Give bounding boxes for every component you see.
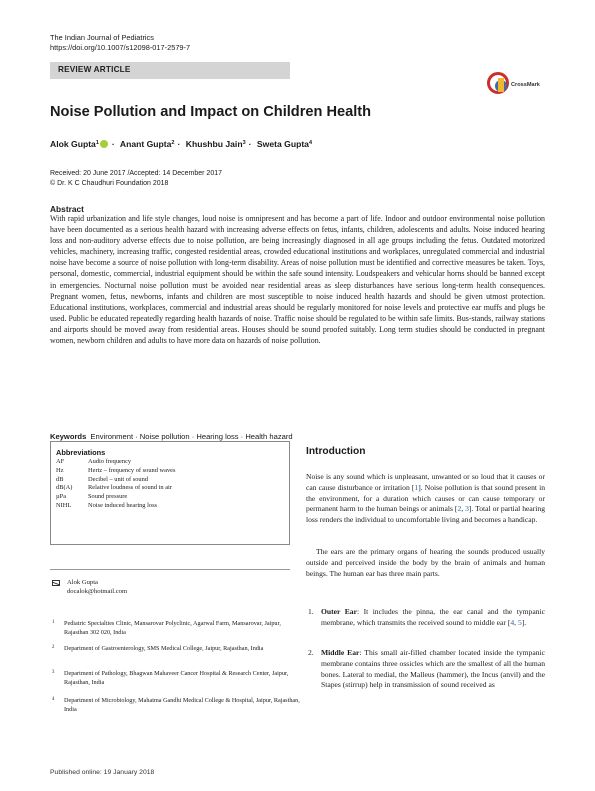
list-item: Outer Ear: It includes the pinna, the ear canal and the tympanic membrane, which transmits the received sound to middle ear [4, 5]. [321, 607, 545, 627]
author-name[interactable]: Alok Gupta [50, 139, 96, 149]
article-title: Noise Pollution and Impact on Children Health [50, 104, 372, 120]
correspondence-name: Alok Gupta [67, 579, 98, 586]
abbreviations-box [50, 441, 290, 545]
correspondence-email[interactable]: docalok@hotmail.com [67, 588, 128, 595]
author-name[interactable]: Sweta Gupta [256, 139, 309, 149]
received-dates: Received: 20 June 2017 /Accepted: 14 December 2017 [50, 170, 223, 177]
abbreviation-row: Hz Hertz – frequency of sound waves [56, 466, 176, 474]
abbreviation-row: dB Decibel – unit of sound [56, 475, 148, 483]
introduction-heading: Introduction [306, 446, 366, 457]
keywords-list: Environment · Noise pollution · Hearing loss · Health hazard [90, 432, 293, 441]
affiliation-text: Department of Pathology, Bhagwan Mahaveer Cancer Hospital & Research Center, Jaipur, Rajasthan, India [64, 670, 289, 686]
published-online-footer: Published online: 19 January 2018 [50, 769, 155, 776]
author-affiliation-mark: 4 [308, 140, 313, 146]
keywords-label: Keywords [50, 432, 87, 441]
intro-paragraph: Noise is any sound which is unpleasant, unwanted or so loud that it causes or can cause disturbance or irritation [1]. Noise pollution is that sound present in the environment, for a duration which causes or can cause temporary or permanent harm to the human beings or animals [2, 3]. Total or partial hearing loss renders the individual to uncomfortable living and becomes a handicap. [306, 472, 546, 525]
intro-paragraph: The ears are the primary organs of hearing the sounds produced usually outside and perceived inside the body by the brain of animals and human beings. The human ear has three main parts. [306, 547, 545, 578]
affiliation-text: Department of Gastroenterology, SMS Medical College, Jaipur, Rajasthan, India [64, 645, 264, 652]
affiliation-number: 2 [52, 645, 55, 650]
affiliation-number: 3 [52, 670, 55, 675]
list-number: 1. [308, 607, 314, 616]
abstract-text: With rapid urbanization and life style changes, loud noise is omnipresent and has become a part of life. Indoor and outdoor environmental noise pollution have been documented as a serious health hazard with increasing adverse effects on fetus, infants, children, adolescents and adults. Noise induced hearing loss and non-auditory adverse effects due to noise pollution, are being increasingly diagnosed in all age groups including the fetus. Outdated motorized vehicles, machinery, increasing traffic, congested residential areas, crowded educational institutions and workplaces, unregulated commercial and industrial noise have become a source of noise pollution with long-term disability. Areas of noise pollution must be identified and corrective measures be taken. Toys, personal, domestic, commercial, industrial equipment should be within the safe sound intensity. Loudspeakers and vehicular horns should be banned except in emergencies. Nocturnal noise pollution must be avoided near residential areas as sleep disturbances have serious long-term health consequences. Pregnant women, fetus, newborns, infants and children are most susceptible to noise induced health hazards and should be given utmost protection. Educational institutions, workplaces, commercial and industrial areas should be regularly monitored for noise levels and protective ear muffs and plugs be used. Public be educated repeatedly regarding health hazards of noise. Traffic noise should be regulated to be within safe limits. Bus-stands, railway stations and airports should be moved away from residential areas. Houses should be sound proofed suitably. Long term studies should be conducted in pregnant women, newborn children and adults to have more data on hazards of noise pollution. [50, 214, 545, 346]
abbreviation-row: µPa Sound pressure [56, 493, 128, 501]
citation-link[interactable]: 5 [517, 617, 522, 627]
crossmark-label: CrossMark [511, 82, 540, 88]
crossmark-badge[interactable] [487, 72, 547, 98]
affiliation-number: 1 [52, 620, 55, 625]
citation-link[interactable]: 3 [465, 504, 469, 514]
abbreviation-row: NIHL Noise induced hearing loss [56, 501, 158, 509]
keywords-line [50, 432, 293, 441]
orcid-icon[interactable] [100, 140, 108, 148]
citation-link[interactable]: 1 [414, 482, 419, 492]
affiliation-text: Pediatric Specialties Clinic, Mansarovar Polyclinic, Agarwal Farm, Mansarovar, Jaipur, Rajasthan 302 020, India [64, 620, 281, 636]
affiliation-number: 4 [52, 697, 55, 702]
crossmark-icon [487, 72, 509, 94]
abbreviations-title: Abbreviations [56, 448, 106, 457]
journal-name: The Indian Journal of Pediatrics [50, 33, 154, 42]
affiliation-text: Department of Microbiology, Mahatma Gandhi Medical College & Hospital, Jaipur, Rajasthan, India [64, 697, 300, 713]
abbreviation-row: dB(A) Relative loudness of sound in air [56, 484, 172, 492]
article-type-banner [50, 62, 290, 79]
doi-link[interactable]: https://doi.org/10.1007/s12098-017-2579-7 [50, 43, 191, 52]
author-affiliation-mark: 2 [171, 140, 175, 146]
list-item: Middle Ear: This small air-filled chamber located inside the tympanic membrane contains three ossicles which are the smallest of all the human bones. Lateral to medial, the Malleus (hammer), the Incus (anvil) and the Stapes (stirrup) help in transmission of sound received as [321, 648, 546, 690]
abstract-heading: Abstract [50, 204, 84, 214]
citation-link[interactable]: 2 [457, 504, 462, 514]
footnote-divider [50, 569, 290, 570]
author-affiliation-mark: 1 [95, 140, 99, 146]
author-affiliation-mark: 3 [242, 140, 246, 146]
author-name[interactable]: Anant Gupta [119, 139, 172, 149]
author-name[interactable]: Khushbu Jain [185, 139, 243, 149]
author-list: Alok Gupta$^1$ · Anant Gupta$^2$ · Khushbu Jain$^3$ · Sweta Gupta$^4$ [50, 139, 313, 149]
abbreviation-row: AF Audio frequency [56, 458, 132, 465]
list-number: 2. [308, 648, 314, 657]
citation-link[interactable]: 4 [510, 617, 515, 627]
envelope-icon [52, 580, 60, 586]
copyright-line: © Dr. K C Chaudhuri Foundation 2018 [50, 180, 169, 187]
article-type-label: REVIEW ARTICLE [58, 65, 131, 74]
